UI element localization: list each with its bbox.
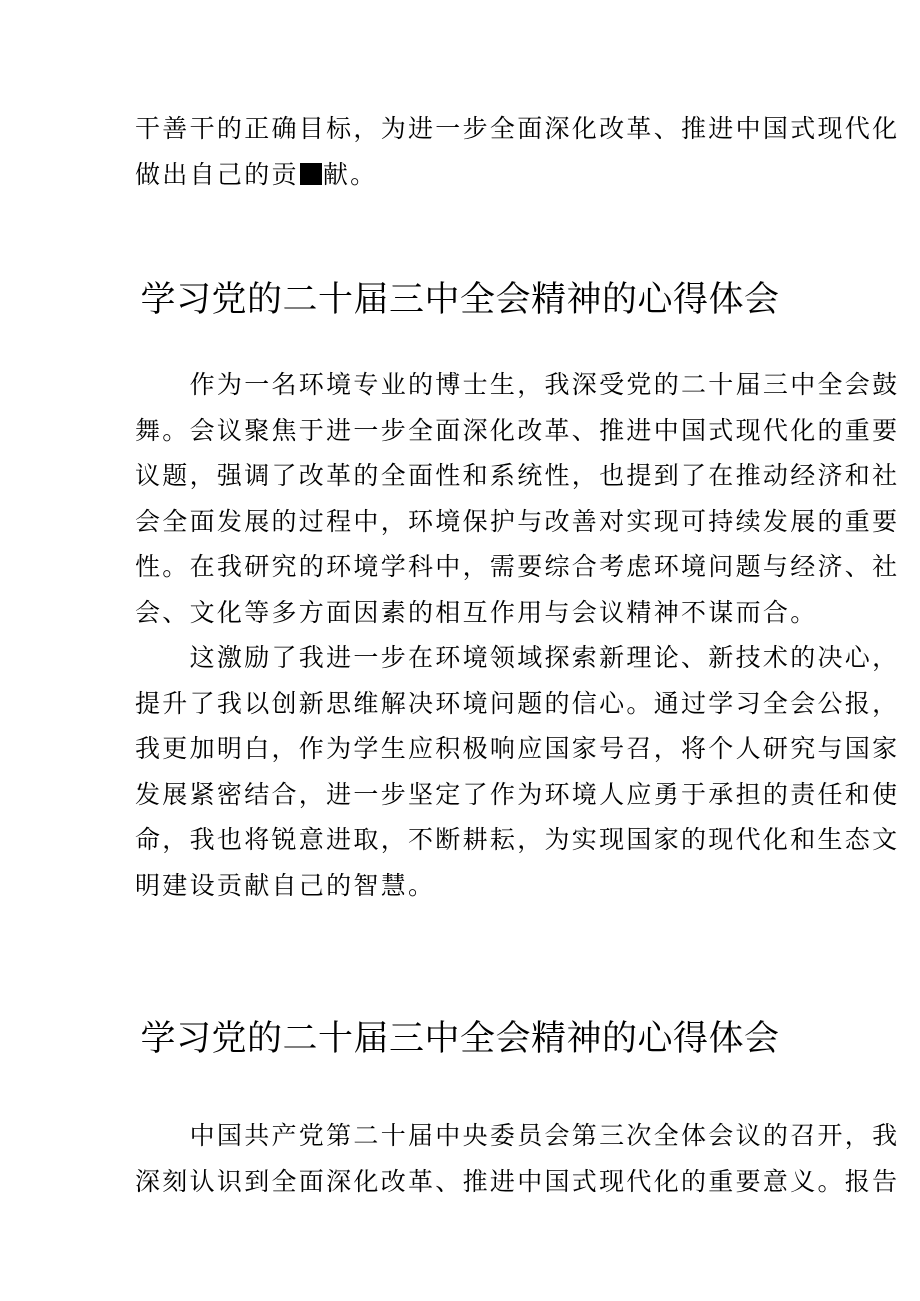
text-line: 会全面发展的过程中，环境保护与改善对实现可持续发展的重要 [135,506,900,536]
text-segment: 献。 [322,159,378,189]
text-line: 这激励了我进一步在环境领域探索新理论、新技术的决心， [135,643,900,672]
text-line: 深刻认识到全面深化改革、推进中国式现代化的重要意义。报告 [135,1166,900,1196]
top-fragment-paragraph [135,106,900,197]
text-line: 干善干的正确目标，为进一步全面深化改革、推进中国式现代化 [135,114,900,143]
section-heading: 学习党的二十届三中全会精神的心得体会 [140,280,780,320]
text-line: 命，我也将锐意进取，不断耕耘，为实现国家的现代化和生态文 [135,825,900,854]
text-line: 明建设贡献自己的智慧。 [135,870,436,900]
text-segment: 做出自己的贡 [135,159,299,189]
text-line: 议题，强调了改革的全面性和系统性，也提到了在推动经济和社 [135,461,900,490]
text-line: 作为一名环境专业的博士生，我深受党的二十届三中全会鼓 [135,370,900,399]
text-line: 舞。会议聚焦于进一步全面深化改革、推进中国式现代化的重要 [135,415,900,445]
section-heading: 学习党的二十届三中全会精神的心得体会 [140,1019,780,1059]
section1-paragraph-1 [135,362,900,635]
text-line: 会、文化等多方面因素的相互作用与会议精神不谋而合。 [135,597,818,627]
text-line [135,152,787,198]
section2-paragraph-1 [135,1113,900,1204]
section1-paragraph-2 [135,635,900,908]
text-line: 提升了我以创新思维解决环境问题的信心。通过学习全会公报， [135,688,900,718]
text-line: 性。在我研究的环境学科中，需要综合考虑环境问题与经济、社 [135,552,900,581]
redaction-block [300,163,322,185]
text-line: 我更加明白，作为学生应积极响应国家号召，将个人研究与国家 [135,734,900,763]
text-line: 中国共产党第二十届中央委员会第三次全体会议的召开，我 [135,1121,900,1150]
text-line: 发展紧密结合，进一步坚定了作为环境人应勇于承担的责任和使 [135,779,900,809]
